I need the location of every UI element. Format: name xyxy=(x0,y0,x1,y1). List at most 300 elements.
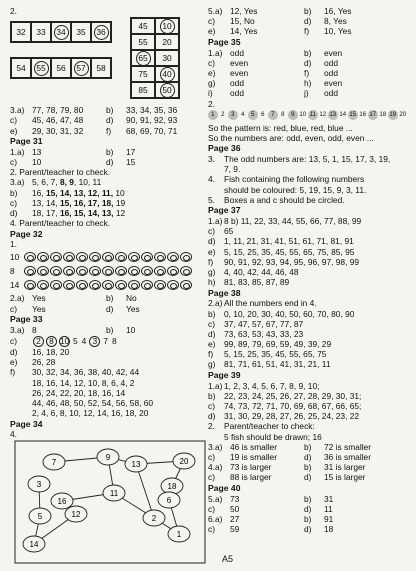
answer-text: 88 is larger xyxy=(230,472,272,483)
answer-label: 5.a) xyxy=(208,6,223,17)
bead: 11 xyxy=(308,110,318,120)
answer-col-a xyxy=(10,126,106,136)
answer-text: 15, No xyxy=(230,16,255,27)
answer-line xyxy=(10,177,206,187)
page36-lines xyxy=(208,154,408,205)
answer-col-b xyxy=(304,524,408,534)
answer-label: g) xyxy=(208,266,216,277)
page-footer: A5 xyxy=(222,554,234,564)
answer-label: 1.a) xyxy=(208,216,223,227)
answer-text: 18 xyxy=(324,524,334,535)
map-node-number: 11 xyxy=(109,488,119,498)
grid-number: 65 xyxy=(136,51,151,66)
answer-text: odd xyxy=(324,88,338,99)
sequence-number: 8 xyxy=(46,336,57,347)
answer-text: Yes xyxy=(32,303,46,314)
answer-text: 81, 83, 85, 87, 89 xyxy=(224,277,290,288)
answer-text: 10 xyxy=(113,187,125,198)
answer-col-b xyxy=(304,88,408,98)
map-node-number: 16 xyxy=(57,496,67,506)
bead: 9 xyxy=(288,110,298,120)
answer-label: 5. xyxy=(208,194,215,205)
page33-e-text: 26, 28 xyxy=(32,357,56,368)
answer-text: odd xyxy=(324,67,338,78)
answer-line xyxy=(208,174,408,184)
answer-col-a xyxy=(208,58,304,68)
map-node-number: 5 xyxy=(37,511,43,521)
answer-col-b xyxy=(106,157,206,167)
answer-label: c) xyxy=(10,197,17,208)
answer-col-a xyxy=(10,147,106,157)
answer-text: 90, 91, 92, 93, 94, 95, 96, 97, 98, 99 xyxy=(224,256,360,267)
answer-text: 8, Yes xyxy=(324,16,347,27)
answer-label: d) xyxy=(208,236,216,247)
answer-line xyxy=(10,198,206,208)
grid-number: 55 xyxy=(34,61,49,76)
answer-row xyxy=(208,16,408,26)
answer-row xyxy=(10,105,206,115)
map-node xyxy=(51,493,73,509)
page31-q4: 4. Parent/teacher to check. xyxy=(10,218,111,229)
answer-text: 29, 30, 31, 32 xyxy=(32,125,84,136)
map-nodes xyxy=(23,449,195,552)
answer-row xyxy=(208,48,408,58)
answer-label: b) xyxy=(106,105,114,116)
page35-q2: 2. xyxy=(208,98,215,109)
grid-cell xyxy=(131,66,155,82)
answer-col-a xyxy=(208,68,304,78)
oval-groups xyxy=(10,251,206,291)
answer-line xyxy=(208,185,408,195)
oval-group-count: 10 xyxy=(10,252,20,263)
page39-lines xyxy=(208,381,408,442)
answer-label: 1.a) xyxy=(208,380,223,391)
answer-text: 19 xyxy=(113,197,126,208)
oval-icon xyxy=(89,280,101,290)
answer-label: 6.a) xyxy=(208,513,223,524)
map-node-number: 13 xyxy=(131,459,141,469)
oval-icon xyxy=(128,280,140,290)
answer-col-b xyxy=(106,105,206,115)
grid-number: 33 xyxy=(36,27,46,38)
page30-answers xyxy=(10,105,206,136)
answer-col-b xyxy=(304,26,408,36)
answer-line xyxy=(10,208,206,218)
page38-lines xyxy=(208,298,408,369)
oval-icon xyxy=(154,266,166,276)
sequence-number: 4 xyxy=(81,335,87,346)
answer-line xyxy=(208,309,408,319)
grid-number: 57 xyxy=(74,61,89,76)
answer-text: , 10, 11 xyxy=(73,177,102,188)
answer-bold-text: 16, 15, 14, 13, xyxy=(59,207,114,218)
sequence-number: 3 xyxy=(89,336,100,347)
answer-col-a xyxy=(208,494,304,504)
answer-text: 31, 30, 29, 28, 27, 26, 25, 24, 23, 22 xyxy=(224,411,360,422)
page33-d xyxy=(10,347,206,357)
answer-label: c) xyxy=(208,451,215,462)
answer-label: b) xyxy=(208,390,216,401)
sequence-number: 5 xyxy=(73,335,78,346)
answer-text: 18, 17, xyxy=(32,207,60,218)
answer-line xyxy=(208,349,408,359)
bead: 8 xyxy=(281,111,285,118)
q2-label: 2. xyxy=(10,6,17,17)
answer-text: odd xyxy=(230,88,244,99)
map-node xyxy=(28,476,50,492)
answer-text: 14, Yes xyxy=(230,26,258,37)
answer-line xyxy=(208,359,408,369)
oval-icon xyxy=(167,280,179,290)
answer-line xyxy=(10,408,206,418)
answer-col-b xyxy=(106,325,206,335)
map-node-number: 20 xyxy=(179,456,189,466)
answer-label: b) xyxy=(304,47,312,58)
answer-col-b xyxy=(304,68,408,78)
answer-line xyxy=(208,216,408,226)
answer-text: 17 xyxy=(126,146,136,157)
answer-label: d) xyxy=(304,57,312,68)
sequence-number: 7 xyxy=(103,335,109,346)
answer-label: 5.a) xyxy=(208,493,223,504)
page33-heading: Page 33 xyxy=(10,314,43,325)
map-node xyxy=(143,510,165,526)
answer-row xyxy=(208,68,408,78)
answer-label: b) xyxy=(304,6,312,17)
answer-text: 19 is smaller xyxy=(230,451,278,462)
grid-cell xyxy=(91,22,111,42)
page32-heading: Page 32 xyxy=(10,228,43,239)
pattern-line: So the pattern is: red, blue, red, blue ... xyxy=(208,122,353,133)
answer-col-a xyxy=(208,504,304,514)
grid-number: 20 xyxy=(162,37,172,48)
answer-text: 65 xyxy=(224,226,234,237)
answer-col-b xyxy=(304,48,408,58)
answer-label: i) xyxy=(208,88,213,99)
answer-text: 31 xyxy=(324,493,334,504)
page33-e xyxy=(10,357,206,367)
answer-row xyxy=(208,472,408,482)
answer-text: 59 xyxy=(230,524,240,535)
answer-row xyxy=(208,514,408,524)
answer-line xyxy=(10,378,206,388)
oval-icon xyxy=(102,266,114,276)
answer-bold-text: 8, 9 xyxy=(59,177,74,188)
map-node-number: 18 xyxy=(167,481,177,491)
answer-col-b xyxy=(304,514,408,524)
answer-row xyxy=(10,126,206,136)
answer-text: even xyxy=(324,47,343,58)
answer-label: 2.a) xyxy=(10,293,25,304)
map-node xyxy=(125,456,147,472)
oval-icon xyxy=(89,252,101,262)
bead: 20 xyxy=(399,111,407,118)
bead: 2 xyxy=(221,111,225,118)
answer-label: 3.a) xyxy=(10,105,25,116)
grid-number: 54 xyxy=(16,63,26,74)
map-node xyxy=(158,492,180,508)
answer-col-b xyxy=(304,6,408,16)
page38-heading: Page 38 xyxy=(208,287,241,298)
answer-line xyxy=(10,188,206,198)
answer-label: b) xyxy=(10,187,18,198)
answer-text: 16, Yes xyxy=(324,6,352,17)
answer-label: 3.a) xyxy=(10,177,25,188)
answer-col-a xyxy=(10,304,106,314)
grid-cell xyxy=(155,82,179,98)
answer-label: c) xyxy=(208,318,215,329)
oval-icon xyxy=(63,266,75,276)
page39-heading: Page 39 xyxy=(208,369,241,380)
answer-label: b) xyxy=(208,308,216,319)
grid-cell xyxy=(11,22,31,42)
answer-label: f) xyxy=(208,256,214,267)
page35-heading: Page 35 xyxy=(208,36,241,47)
map-node-number: 12 xyxy=(71,509,81,519)
page31-q2: 2. Parent/teacher to check. xyxy=(10,167,111,178)
page34-heading: Page 34 xyxy=(10,418,43,429)
answer-line xyxy=(208,411,408,421)
answer-row xyxy=(208,462,408,472)
answer-text: 99, 89, 79, 69, 59, 49, 39, 29 xyxy=(224,339,332,350)
answer-text: 90, 91, 92, 93 xyxy=(126,115,178,126)
answer-label: 2.a) xyxy=(208,298,223,309)
answer-text: 91 xyxy=(324,513,334,524)
answer-text: 22, 23, 24, 25, 26, 27, 28, 29, 30, 31; xyxy=(224,390,362,401)
answer-text: even xyxy=(230,57,249,68)
answer-text: 27 xyxy=(230,513,240,524)
oval-icon xyxy=(63,252,75,262)
map-node-number: 1 xyxy=(176,529,182,539)
answer-text: 73, 63, 53, 43, 33, 23 xyxy=(224,328,304,339)
oval-icon xyxy=(89,266,101,276)
answer-text: 1, 11, 21, 31, 41, 51, 61, 71, 81, 91 xyxy=(224,236,354,247)
oval-icon xyxy=(167,252,179,262)
bead: 4 xyxy=(241,111,245,118)
answer-col-a xyxy=(10,157,106,167)
answer-label: f) xyxy=(208,349,214,360)
grid-cell xyxy=(131,34,155,50)
grid-cell xyxy=(155,50,179,66)
answer-line xyxy=(208,247,408,257)
answer-line xyxy=(208,329,408,339)
answer-bold-text: 15, 16, 17, 18, xyxy=(59,197,114,208)
map-node xyxy=(103,485,125,501)
oval-icon xyxy=(167,266,179,276)
answer-col-a xyxy=(208,48,304,58)
answer-text: The odd numbers are: 13, 5, 1, 15, 17, 3, 19, xyxy=(224,154,391,165)
answer-line xyxy=(208,298,408,308)
answer-line xyxy=(208,391,408,401)
answer-col-b xyxy=(304,452,408,462)
bead: 13 xyxy=(328,110,338,120)
bead: 12 xyxy=(319,111,327,118)
grid-number: 35 xyxy=(76,27,86,38)
oval-icon xyxy=(76,252,88,262)
answer-text: 77, 78, 79, 80 xyxy=(32,105,84,116)
oval-icon xyxy=(180,266,192,276)
answer-text: Parent/teacher to check: xyxy=(224,421,315,432)
answer-label: 1.a) xyxy=(208,47,223,58)
map-node-number: 2 xyxy=(151,513,157,523)
answer-col-b xyxy=(106,147,206,157)
answer-row xyxy=(208,452,408,462)
map-node xyxy=(65,506,87,522)
answer-text: odd xyxy=(324,57,338,68)
grid-cell xyxy=(31,22,51,42)
answer-row xyxy=(10,147,206,157)
answer-row xyxy=(10,115,206,125)
grid-cell xyxy=(71,22,91,42)
page33-c-values xyxy=(32,336,119,347)
answer-row xyxy=(208,58,408,68)
answer-label: b) xyxy=(106,293,114,304)
answer-text: 5, 15, 25, 35, 45, 55, 65, 75 xyxy=(224,349,327,360)
answer-text: 18, 16, 14, 12, 10, 8, 6, 4, 2 xyxy=(32,377,135,388)
page33-f xyxy=(10,367,206,418)
page34-q4: 4. xyxy=(10,429,17,440)
oval-icon xyxy=(141,280,153,290)
map-node xyxy=(168,526,190,542)
bead: 5 xyxy=(248,110,258,120)
answer-label: b) xyxy=(304,493,312,504)
oval-icon xyxy=(141,266,153,276)
page40-heading: Page 40 xyxy=(208,482,241,493)
answer-label: g) xyxy=(208,359,216,370)
answer-text: 5, 15, 25, 35, 45, 55, 65, 75, 85, 95 xyxy=(224,246,355,257)
oval-icon xyxy=(180,252,192,262)
answer-text: 50 xyxy=(230,503,240,514)
page35-rows xyxy=(208,48,408,99)
page33-e-label: e) xyxy=(10,357,18,368)
answer-row xyxy=(208,6,408,16)
answer-text: No xyxy=(126,293,137,304)
answer-label: c) xyxy=(208,524,215,535)
oval-icon xyxy=(24,252,36,262)
answer-label: 3. xyxy=(208,154,215,165)
answer-text: 31 is larger xyxy=(324,462,366,473)
page33-circled-sequence xyxy=(10,335,206,347)
grid-cell xyxy=(131,50,155,66)
answer-text: 10, Yes xyxy=(324,26,352,37)
answer-col-a xyxy=(10,325,106,335)
answer-text: 37, 47, 57, 67, 77, 87 xyxy=(224,318,304,329)
answer-row xyxy=(208,26,408,36)
answer-text: 33, 34, 35, 36 xyxy=(126,105,178,116)
page37-heading: Page 37 xyxy=(208,205,241,216)
answer-label: d) xyxy=(208,411,216,422)
oval-icon xyxy=(37,280,49,290)
grid-number: 34 xyxy=(54,25,69,40)
answer-label: c) xyxy=(10,303,17,314)
answer-label: 4. xyxy=(208,174,215,185)
answer-row xyxy=(10,304,206,314)
answer-text: 7, 9. xyxy=(224,164,241,175)
answer-text: 81, 71, 61, 51, 41, 31, 21, 11 xyxy=(224,359,331,370)
answer-row xyxy=(208,524,408,534)
map-node-number: 7 xyxy=(51,457,57,467)
answer-label: c) xyxy=(208,226,215,237)
answer-line xyxy=(208,154,408,164)
answer-col-a xyxy=(10,115,106,125)
grid-number: 85 xyxy=(138,85,148,96)
bead: 15 xyxy=(348,110,358,120)
answer-label: d) xyxy=(106,303,114,314)
answer-text: Boxes a and c should be circled. xyxy=(224,194,345,205)
answer-col-a xyxy=(208,6,304,16)
answer-label: 3.a) xyxy=(208,441,223,452)
answer-label: h) xyxy=(304,78,312,89)
answer-text: 11 xyxy=(324,503,333,514)
answer-label: d) xyxy=(208,328,216,339)
grid-number: 45 xyxy=(138,21,148,32)
answer-col-b xyxy=(304,78,408,88)
oval-group-row xyxy=(10,265,206,277)
answer-text: 73 xyxy=(230,493,240,504)
answer-text: Yes xyxy=(126,303,140,314)
bead: 7 xyxy=(268,110,278,120)
answer-text: even xyxy=(230,67,249,78)
answer-line xyxy=(208,236,408,246)
oval-icon xyxy=(24,280,36,290)
answer-label: c) xyxy=(208,401,215,412)
oval-icon xyxy=(63,280,75,290)
answer-label: c) xyxy=(208,57,215,68)
answer-line xyxy=(208,432,408,442)
answer-col-a xyxy=(208,514,304,524)
answer-text: odd xyxy=(230,78,244,89)
answer-col-b xyxy=(106,293,206,303)
grid-number: 58 xyxy=(96,63,106,74)
answer-label: d) xyxy=(106,115,114,126)
grids xyxy=(10,17,206,99)
oval-icon xyxy=(180,280,192,290)
oval-icon xyxy=(141,252,153,262)
page33-d-text: 16, 18, 20 xyxy=(32,347,70,358)
sequence-number: 10 xyxy=(59,335,70,346)
oval-icon xyxy=(128,252,140,262)
answer-text: 13, 14, xyxy=(32,197,60,208)
answer-line xyxy=(208,257,408,267)
page34-q5-rows xyxy=(208,6,408,37)
page31-heading: Page 31 xyxy=(10,136,43,147)
page37-lines xyxy=(208,216,408,287)
answer-col-b xyxy=(304,58,408,68)
answer-label: e) xyxy=(10,125,18,136)
map-node-number: 3 xyxy=(36,479,42,489)
grid-number: 32 xyxy=(16,27,26,38)
oval-icon xyxy=(115,266,127,276)
oval-icon xyxy=(102,280,114,290)
answer-line xyxy=(208,164,408,174)
oval-group-row xyxy=(10,279,206,291)
answer-text: should be coloured: 5, 19, 15, 9, 3, 11. xyxy=(224,184,367,195)
answer-text: 44, 46, 48, 50, 52, 54, 56, 58, 60 xyxy=(32,397,154,408)
answer-label: f) xyxy=(304,26,310,37)
answer-label: 2. xyxy=(208,421,215,432)
answer-row xyxy=(208,494,408,504)
answer-row xyxy=(208,78,408,88)
map-node-number: 6 xyxy=(166,495,172,505)
answer-line xyxy=(10,398,206,408)
oval-icon xyxy=(37,252,49,262)
number-grid-2 xyxy=(130,17,180,99)
answer-row xyxy=(208,442,408,452)
answer-col-b xyxy=(106,126,206,136)
right-column xyxy=(208,6,408,534)
answer-text: 4, 40, 42, 44, 46, 48 xyxy=(224,266,299,277)
grid-cell xyxy=(155,66,179,82)
